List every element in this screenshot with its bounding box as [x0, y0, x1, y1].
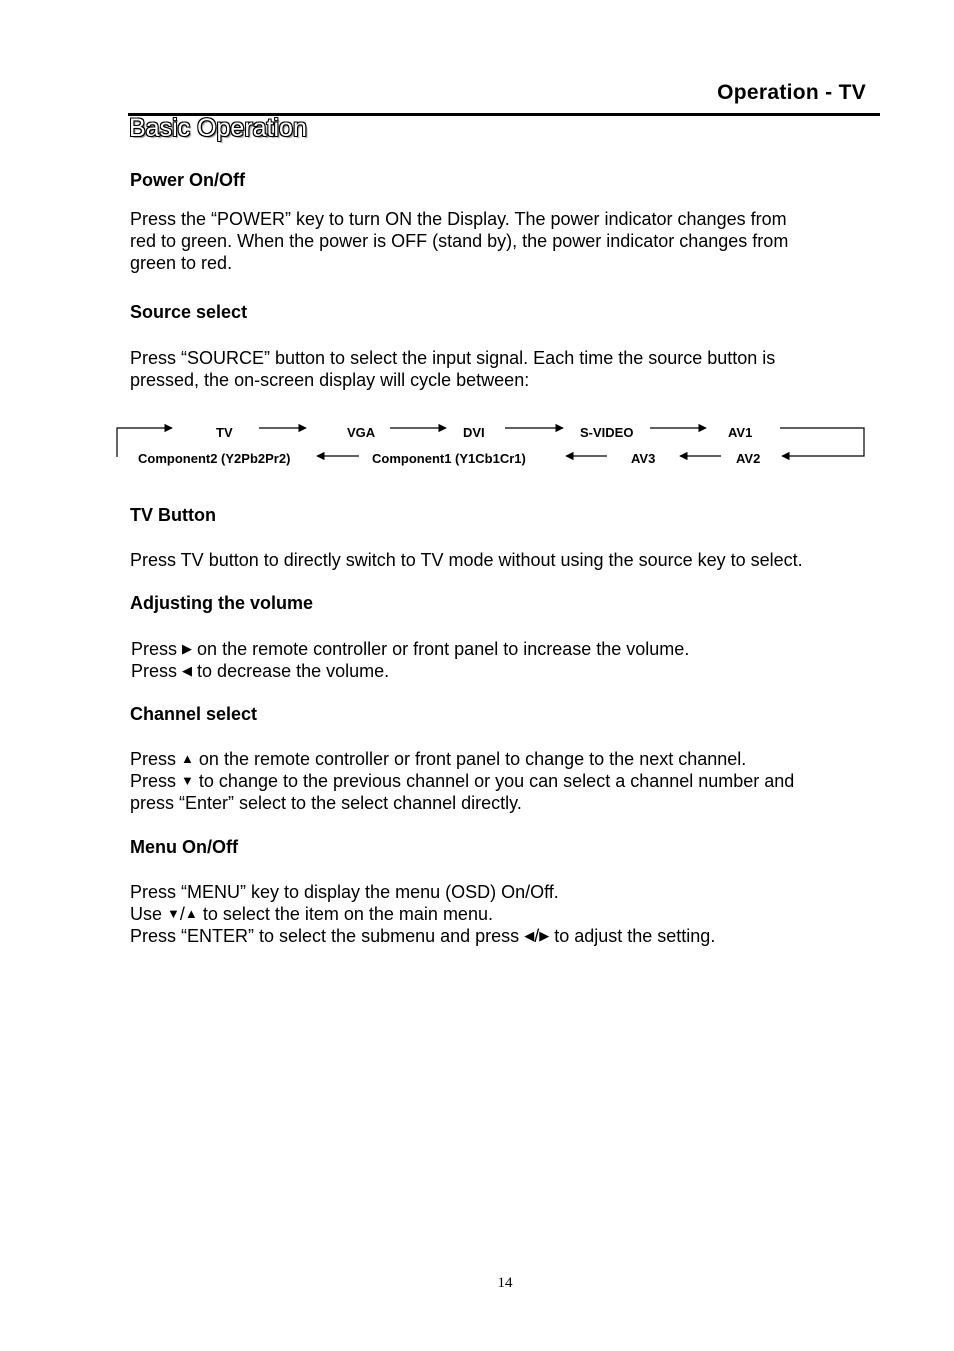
- channel-line-2-b: to change to the previous channel or you can select a channel number and: [198, 771, 795, 791]
- play-left-icon: ◀: [524, 928, 535, 943]
- flow-component2: Component2 (Y2Pb2Pr2): [138, 451, 291, 466]
- channel-line-1-a: Press: [130, 749, 177, 769]
- source-line-2: pressed, the on-screen display will cycle between:: [130, 370, 530, 390]
- power-line-1: Press the “POWER” key to turn ON the Display. The power indicator changes from: [130, 209, 787, 229]
- flow-svideo: S-VIDEO: [580, 425, 634, 440]
- channel-line-1-b: on the remote controller or front panel to change to the next channel.: [198, 749, 747, 769]
- flow-av1: AV1: [728, 425, 753, 440]
- power-paragraph: [130, 208, 870, 274]
- volume-line-1-a: Press: [131, 639, 178, 659]
- flow-av3: AV3: [631, 451, 656, 466]
- flow-tv: TV: [216, 425, 233, 440]
- source-heading: Source select: [130, 302, 248, 322]
- menu-line-1: Press “MENU” key to display the menu (OSD) On/Off.: [130, 882, 559, 902]
- menu-line-2: [130, 903, 870, 925]
- menu-slash: /: [179, 904, 185, 924]
- channel-line-2: [130, 770, 870, 792]
- volume-line-1-b: on the remote controller or front panel to increase the volume.: [197, 639, 690, 659]
- section-title: Basic Operation: [129, 114, 307, 142]
- arrow-up-icon: ▲: [184, 906, 198, 921]
- arrow-up-icon: ▲: [181, 751, 194, 766]
- volume-line-2-b: to decrease the volume.: [197, 661, 390, 681]
- flow-loop-right: [780, 428, 864, 456]
- power-line-3: green to red.: [130, 253, 233, 273]
- channel-heading: Channel select: [130, 704, 258, 724]
- flow-component1: Component1 (Y1Cb1Cr1): [372, 451, 526, 466]
- page-number: 14: [497, 1275, 513, 1291]
- channel-line-1: [130, 748, 870, 770]
- volume-paragraph: [131, 638, 871, 682]
- menu-line-3-a: Press “ENTER” to select the submenu and press: [130, 926, 520, 946]
- channel-line-3: press “Enter” select to the select channel directly.: [130, 793, 522, 813]
- menu-line-3-b: to adjust the setting.: [554, 926, 716, 946]
- power-line-2: red to green. When the power is OFF (stand by), the power indicator changes from: [130, 231, 789, 251]
- arrow-down-icon: ▼: [167, 906, 180, 921]
- flow-av2: AV2: [736, 451, 761, 466]
- menu-line-2-a: Use: [130, 904, 163, 924]
- tv-button-line: Press TV button to directly switch to TV mode without using the source key to select.: [130, 550, 803, 570]
- channel-line-2-a: Press: [130, 771, 177, 791]
- flow-dvi: DVI: [463, 425, 485, 440]
- play-right-icon: ▶: [182, 641, 193, 656]
- menu-paragraph: [130, 881, 870, 947]
- menu-heading: Menu On/Off: [130, 837, 238, 857]
- arrow-down-icon: ▼: [181, 773, 194, 788]
- volume-line-2-a: Press: [131, 661, 178, 681]
- menu-line-3: [130, 925, 870, 947]
- channel-paragraph: [130, 748, 870, 814]
- source-paragraph: [130, 347, 870, 391]
- play-right-icon: ▶: [539, 928, 550, 943]
- menu-slash: /: [534, 926, 540, 946]
- tv-button-heading: TV Button: [130, 505, 216, 525]
- power-heading: Power On/Off: [130, 170, 246, 190]
- menu-line-2-b: to select the item on the main menu.: [202, 904, 493, 924]
- tv-button-text: [130, 549, 870, 571]
- volume-line-2: [131, 660, 871, 682]
- play-left-icon: ◀: [182, 663, 193, 678]
- volume-line-1: [131, 638, 871, 660]
- source-line-1: Press “SOURCE” button to select the input signal. Each time the source button is: [130, 348, 776, 368]
- flow-vga: VGA: [347, 425, 376, 440]
- header-title: Operation - TV: [717, 81, 866, 104]
- volume-heading: Adjusting the volume: [130, 593, 314, 613]
